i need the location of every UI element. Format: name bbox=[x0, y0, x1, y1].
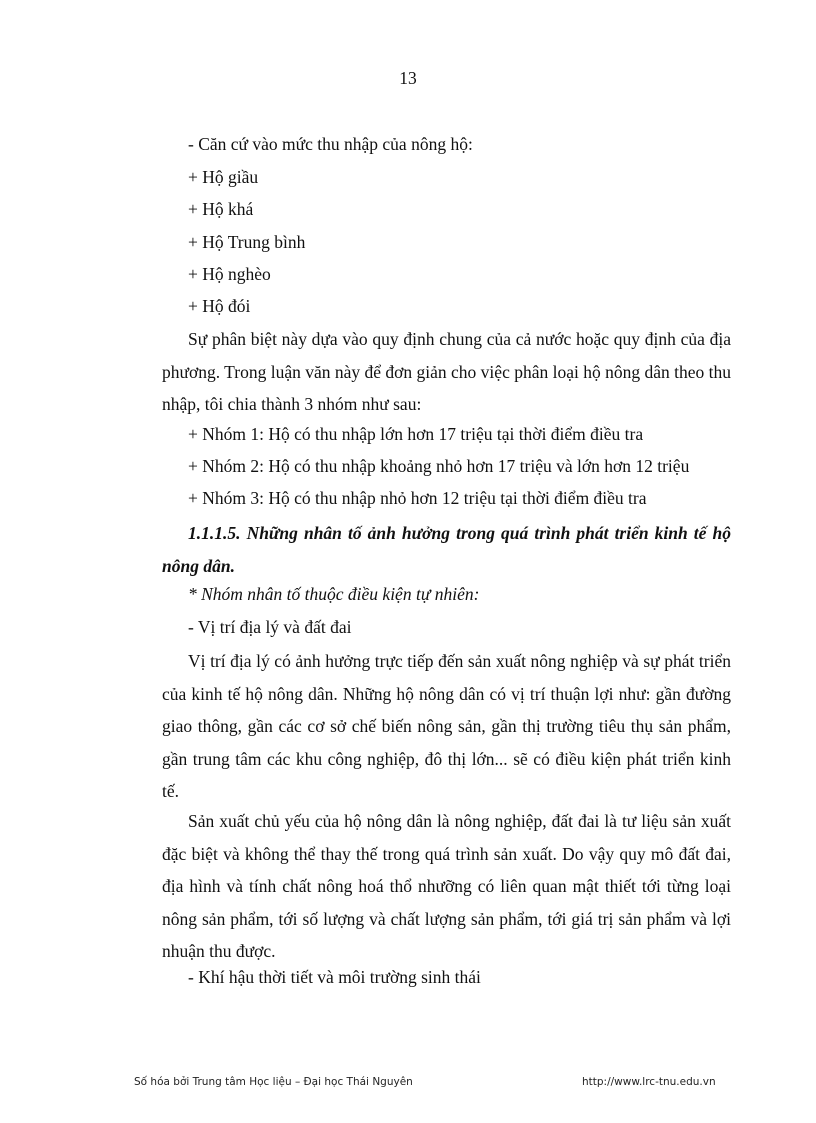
income-group-item: + Hộ Trung bình bbox=[188, 232, 306, 252]
paragraph-land: Sản xuất chủ yếu của hộ nông dân là nông nghiệp, đất đai là tư liệu sản xuất đặc biệt và không thể thay thế trong quá trình sản xuất. Do vậy quy mô đất đai, địa hình và tính chất nông hoá thổ nhưỡng có liên quan mật thiết tới từng loại nông sản phẩm, tới số lượng và chất lượng sản phẩm, tới giá trị sản phẩm và lợi nhuận thu được. bbox=[162, 811, 731, 961]
income-group-item: + Hộ nghèo bbox=[188, 264, 271, 284]
natural-factors-title: * Nhóm nhân tố thuộc điều kiện tự nhiên: bbox=[188, 584, 480, 604]
income-intro: - Căn cứ vào mức thu nhập của nông hộ: bbox=[188, 134, 473, 154]
income-group-item: + Hộ khá bbox=[188, 199, 254, 219]
page-number: 13 bbox=[399, 68, 417, 88]
paragraph-location: Vị trí địa lý có ảnh hưởng trực tiếp đến sản xuất nông nghiệp và sự phát triển của kinh tế hộ nông dân. Những hộ nông dân có vị trí thuận lợi như: gần đường giao thông, gần các cơ sở chế biến nông sản, gần thị trường tiêu thụ sản phẩm, gần trung tâm các khu công nghiệp, đô thị lớn... sẽ có điều kiện phát triển kinh tế. bbox=[162, 651, 731, 801]
location-title: - Vị trí địa lý và đất đai bbox=[188, 617, 352, 637]
study-group-item: + Nhóm 1: Hộ có thu nhập lớn hơn 17 triệu tại thời điểm điều tra bbox=[188, 424, 644, 444]
section-heading: 1.1.1.5. Những nhân tố ảnh hưởng trong quá trình phát triển kinh tế hộ nông dân. bbox=[162, 523, 731, 576]
study-group-item: + Nhóm 3: Hộ có thu nhập nhỏ hơn 12 triệu tại thời điểm điều tra bbox=[188, 488, 647, 508]
footer-source: Số hóa bởi Trung tâm Học liệu – Đại học Thái Nguyên bbox=[134, 1076, 413, 1088]
income-group-item: + Hộ đói bbox=[188, 296, 251, 316]
income-group-item: + Hộ giầu bbox=[188, 167, 259, 187]
climate-title: - Khí hậu thời tiết và môi trường sinh thái bbox=[188, 967, 481, 987]
paragraph-distinction: Sự phân biệt này dựa vào quy định chung của cả nước hoặc quy định của địa phương. Trong luận văn này để đơn giản cho việc phân loại hộ nông dân theo thu nhập, tôi chia thành 3 nhóm như sau: bbox=[162, 329, 731, 414]
study-group-item: + Nhóm 2: Hộ có thu nhập khoảng nhỏ hơn 17 triệu và lớn hơn 12 triệu bbox=[188, 456, 690, 476]
footer-url[interactable]: http://www.lrc-tnu.edu.vn bbox=[582, 1076, 716, 1088]
